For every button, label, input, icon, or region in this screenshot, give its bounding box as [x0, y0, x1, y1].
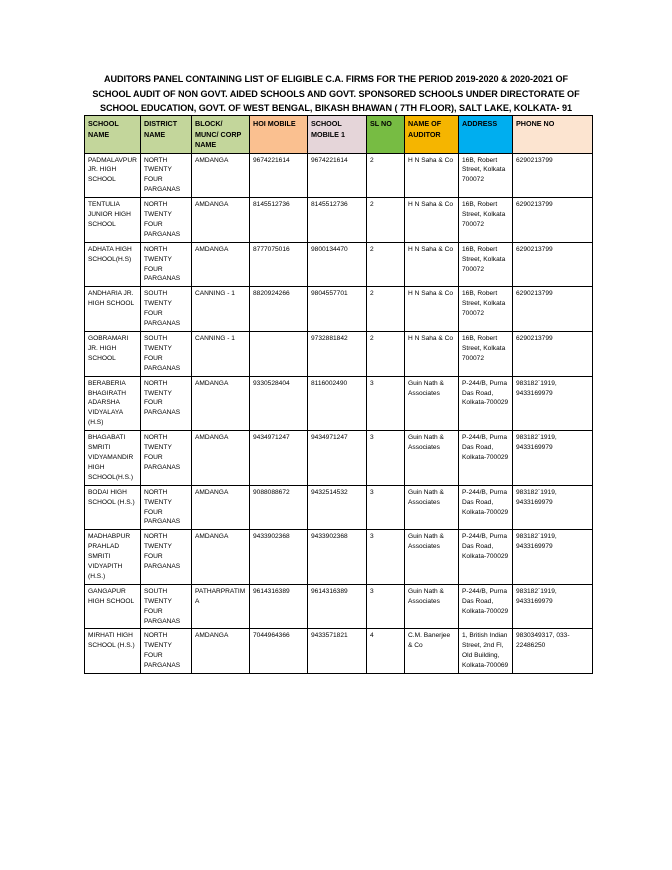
- cell-address: 1, British Indian Street, 2nd Fl, Old Building, Kolkata-700069: [459, 629, 513, 674]
- cell-block-name: PATHARPRATIMA: [192, 584, 250, 629]
- cell-phone-no: 983182`1919, 9433169979: [513, 584, 593, 629]
- cell-hoi-mobile: 9088088672: [250, 485, 308, 530]
- cell-address: P-244/B, Purna Das Road, Kolkata-700029: [459, 431, 513, 486]
- column-header-address: ADDRESS: [459, 116, 513, 154]
- cell-school-mobile-1: 9432514532: [308, 485, 367, 530]
- cell-block-name: AMDANGA: [192, 629, 250, 674]
- table-body: [85, 153, 593, 674]
- cell-auditor: Guin Nath & Associates: [405, 376, 459, 431]
- cell-block-name: AMDANGA: [192, 198, 250, 243]
- cell-sl-no: 3: [367, 431, 405, 486]
- cell-hoi-mobile: 9434971247: [250, 431, 308, 486]
- cell-hoi-mobile: 8777075016: [250, 242, 308, 287]
- cell-school-mobile-1: 9433902368: [308, 530, 367, 585]
- cell-phone-no: 6290213799: [513, 153, 593, 198]
- cell-sl-no: 3: [367, 376, 405, 431]
- cell-phone-no: 9830349317, 033-22486250: [513, 629, 593, 674]
- cell-sl-no: 3: [367, 584, 405, 629]
- table-row: [85, 198, 593, 243]
- column-header-hoi-mobile: HOI MOBILE: [250, 116, 308, 154]
- cell-sl-no: 3: [367, 530, 405, 585]
- cell-district-name: NORTH TWENTY FOUR PARGANAS: [141, 198, 192, 243]
- table-row: [85, 431, 593, 486]
- table-row: [85, 584, 593, 629]
- cell-school-mobile-1: 9800134470: [308, 242, 367, 287]
- cell-school-mobile-1: 9614316389: [308, 584, 367, 629]
- cell-school-name: BHAGABATI SMRITI VIDYAMANDIR HIGH SCHOOL(H.S.): [85, 431, 141, 486]
- cell-phone-no: 983182`1919, 9433169979: [513, 530, 593, 585]
- cell-sl-no: 2: [367, 287, 405, 332]
- cell-school-name: BERABERIA BHAGIRATH ADARSHA VIDYALAYA (H.S): [85, 376, 141, 431]
- cell-district-name: SOUTH TWENTY FOUR PARGANAS: [141, 332, 192, 377]
- cell-address: P-244/B, Purna Das Road, Kolkata-700029: [459, 485, 513, 530]
- cell-auditor: C.M. Banerjee & Co: [405, 629, 459, 674]
- column-header-block-name: BLOCK/ MUNC/ CORP NAME: [192, 116, 250, 154]
- cell-sl-no: 2: [367, 242, 405, 287]
- cell-hoi-mobile: 9674221614: [250, 153, 308, 198]
- cell-sl-no: 3: [367, 485, 405, 530]
- cell-district-name: NORTH TWENTY FOUR PARGANAS: [141, 376, 192, 431]
- table-row: [85, 530, 593, 585]
- title-line-1: AUDITORS PANEL CONTAINING LIST OF ELIGIBLE C.A. FIRMS FOR THE PERIOD 2019-2020 & 2020-2021 OF: [103, 74, 569, 84]
- cell-address: P-244/B, Purna Das Road, Kolkata-700029: [459, 376, 513, 431]
- cell-school-name: BODAI HIGH SCHOOL (H.S.): [85, 485, 141, 530]
- table-header-row: [85, 116, 593, 154]
- cell-block-name: AMDANGA: [192, 376, 250, 431]
- cell-sl-no: 4: [367, 629, 405, 674]
- cell-block-name: CANNING - 1: [192, 332, 250, 377]
- cell-school-name: GANGAPUR HIGH SCHOOL: [85, 584, 141, 629]
- cell-address: 16B, Robert Street, Kolkata 700072: [459, 153, 513, 198]
- cell-school-mobile-1: 8116002490: [308, 376, 367, 431]
- cell-auditor: H N Saha & Co: [405, 198, 459, 243]
- cell-school-mobile-1: 9433571821: [308, 629, 367, 674]
- auditors-panel-table: [84, 115, 593, 674]
- cell-district-name: NORTH TWENTY FOUR PARGANAS: [141, 530, 192, 585]
- table-row: [85, 376, 593, 431]
- cell-school-name: ADHATA HIGH SCHOOL(H.S): [85, 242, 141, 287]
- cell-block-name: AMDANGA: [192, 242, 250, 287]
- cell-school-mobile-1: 9434971247: [308, 431, 367, 486]
- cell-phone-no: 6290213799: [513, 287, 593, 332]
- table-row: [85, 485, 593, 530]
- cell-hoi-mobile: [250, 332, 308, 377]
- column-header-district-name: DISTRICT NAME: [141, 116, 192, 154]
- cell-block-name: AMDANGA: [192, 153, 250, 198]
- cell-hoi-mobile: 8145512736: [250, 198, 308, 243]
- cell-auditor: Guin Nath & Associates: [405, 485, 459, 530]
- cell-sl-no: 2: [367, 198, 405, 243]
- cell-school-mobile-1: 9674221614: [308, 153, 367, 198]
- cell-hoi-mobile: 9433902368: [250, 530, 308, 585]
- cell-school-name: TENTULIA JUNIOR HIGH SCHOOL: [85, 198, 141, 243]
- cell-auditor: H N Saha & Co: [405, 332, 459, 377]
- cell-auditor: H N Saha & Co: [405, 153, 459, 198]
- cell-address: 16B, Robert Street, Kolkata 700072: [459, 198, 513, 243]
- cell-school-mobile-1: 9804557701: [308, 287, 367, 332]
- cell-phone-no: 983182`1919, 9433169979: [513, 376, 593, 431]
- cell-auditor: Guin Nath & Associates: [405, 584, 459, 629]
- cell-school-name: MADHABPUR PRAHLAD SMRITI VIDYAPITH (H.S.): [85, 530, 141, 585]
- cell-school-mobile-1: 9732881842: [308, 332, 367, 377]
- cell-block-name: AMDANGA: [192, 431, 250, 486]
- cell-phone-no: 983182`1919, 9433169979: [513, 431, 593, 486]
- cell-school-mobile-1: 8145512736: [308, 198, 367, 243]
- cell-auditor: Guin Nath & Associates: [405, 530, 459, 585]
- cell-hoi-mobile: 8820924266: [250, 287, 308, 332]
- cell-school-name: ANDHARIA JR. HIGH SCHOOL: [85, 287, 141, 332]
- cell-block-name: AMDANGA: [192, 485, 250, 530]
- cell-phone-no: 6290213799: [513, 332, 593, 377]
- cell-hoi-mobile: 9614316389: [250, 584, 308, 629]
- cell-phone-no: 983182`1919, 9433169979: [513, 485, 593, 530]
- cell-hoi-mobile: 7044964366: [250, 629, 308, 674]
- cell-address: P-244/B, Purna Das Road, Kolkata-700029: [459, 584, 513, 629]
- cell-school-name: GOBRAMARI JR. HIGH SCHOOL: [85, 332, 141, 377]
- column-header-school-name: SCHOOL NAME: [85, 116, 141, 154]
- column-header-phone-no: PHONE NO: [513, 116, 593, 154]
- cell-address: 16B, Robert Street, Kolkata 700072: [459, 287, 513, 332]
- cell-district-name: NORTH TWENTY FOUR PARGANAS: [141, 242, 192, 287]
- cell-address: 16B, Robert Street, Kolkata 700072: [459, 332, 513, 377]
- cell-district-name: SOUTH TWENTY FOUR PARGANAS: [141, 287, 192, 332]
- cell-auditor: Guin Nath & Associates: [405, 431, 459, 486]
- cell-district-name: NORTH TWENTY FOUR PARGANAS: [141, 153, 192, 198]
- title-line-2: SCHOOL AUDIT OF NON GOVT. AIDED SCHOOLS AND GOVT. SPONSORED SCHOOLS UNDER DIRECTORATE OF: [92, 88, 580, 99]
- cell-district-name: NORTH TWENTY FOUR PARGANAS: [141, 485, 192, 530]
- cell-phone-no: 6290213799: [513, 198, 593, 243]
- document-title: [72, 72, 600, 116]
- cell-district-name: NORTH TWENTY FOUR PARGANAS: [141, 431, 192, 486]
- cell-auditor: H N Saha & Co: [405, 242, 459, 287]
- title-line-3: SCHOOL EDUCATION, GOVT. OF WEST BENGAL, BIKASH BHAWAN ( 7TH FLOOR), SALT LAKE, KOLKATA- 91: [99, 103, 573, 114]
- table-row: [85, 332, 593, 377]
- cell-school-name: PADMALAVPUR JR. HIGH SCHOOL: [85, 153, 141, 198]
- cell-sl-no: 2: [367, 153, 405, 198]
- cell-district-name: NORTH TWENTY FOUR PARGANAS: [141, 629, 192, 674]
- column-header-name-of-auditor: NAME OF AUDITOR: [405, 116, 459, 154]
- table-row: [85, 629, 593, 674]
- cell-school-name: MIRHATI HIGH SCHOOL (H.S.): [85, 629, 141, 674]
- column-header-school-mobile-1: SCHOOL MOBILE 1: [308, 116, 367, 154]
- cell-auditor: H N Saha & Co: [405, 287, 459, 332]
- cell-block-name: AMDANGA: [192, 530, 250, 585]
- cell-address: P-244/B, Purna Das Road, Kolkata-700029: [459, 530, 513, 585]
- cell-sl-no: 2: [367, 332, 405, 377]
- table-row: [85, 242, 593, 287]
- cell-address: 16B, Robert Street, Kolkata 700072: [459, 242, 513, 287]
- cell-phone-no: 6290213799: [513, 242, 593, 287]
- table-row: [85, 287, 593, 332]
- cell-hoi-mobile: 9330528404: [250, 376, 308, 431]
- table-row: [85, 153, 593, 198]
- cell-block-name: CANNING - 1: [192, 287, 250, 332]
- cell-district-name: SOUTH TWENTY FOUR PARGANAS: [141, 584, 192, 629]
- column-header-sl-no: SL NO: [367, 116, 405, 154]
